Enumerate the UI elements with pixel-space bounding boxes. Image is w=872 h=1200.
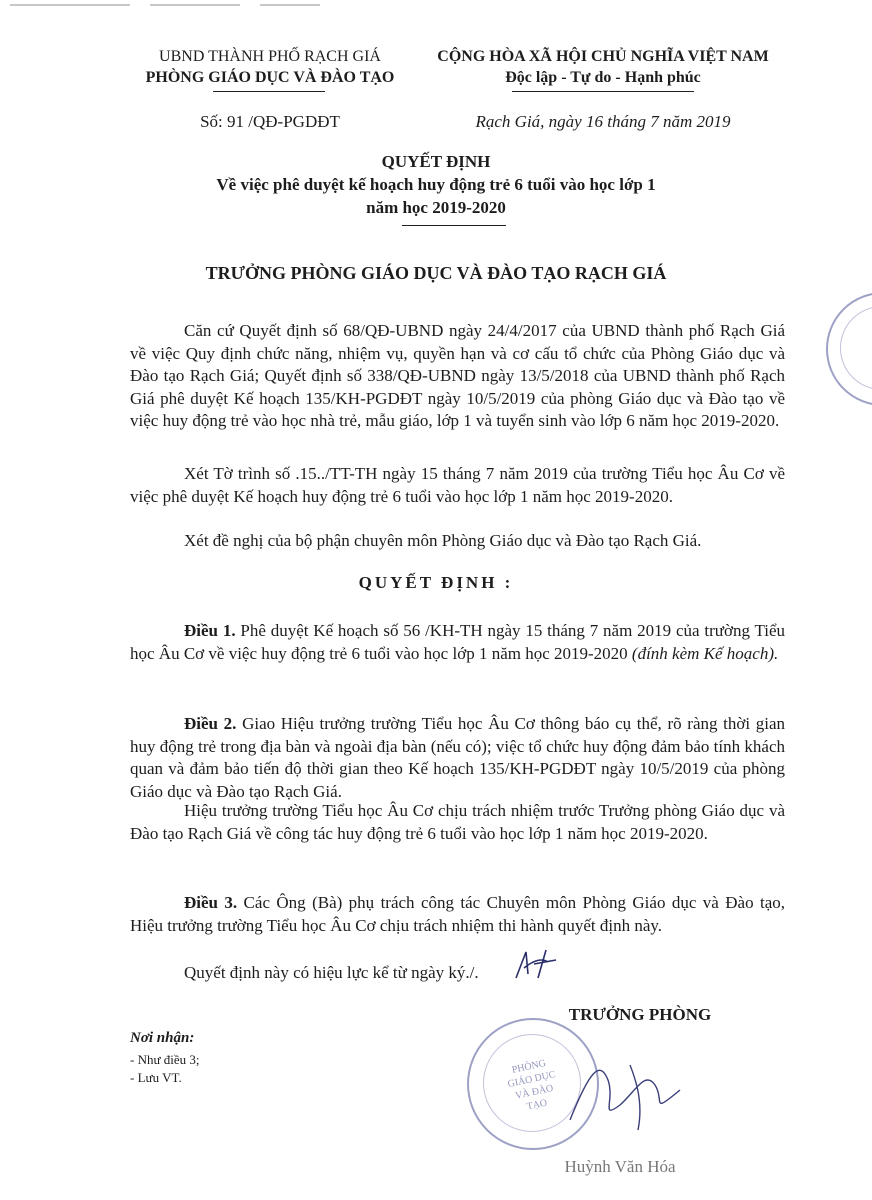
side-seal-inner-ring <box>840 306 872 390</box>
nation-underline <box>512 91 694 92</box>
agency-line2: PHÒNG GIÁO DỤC VÀ ĐÀO TẠO <box>145 69 395 86</box>
title-underline <box>402 225 506 226</box>
nation-line2: Độc lập - Tự do - Hạnh phúc <box>505 69 701 86</box>
agency-underline <box>213 91 325 92</box>
handwritten-initial <box>512 948 558 986</box>
article-1-text: Phê duyệt Kế hoạch số 56 /KH-TH ngày 15 tháng 7 năm 2019 của trường Tiểu học Âu Cơ về việc huy động trẻ 6 tuổi vào học lớp 1 năm học 2019-2020 <box>130 621 786 663</box>
document-title: QUYẾT ĐỊNH <box>381 152 491 171</box>
article-3-text: Các Ông (Bà) phụ trách công tác Chuyên môn Phòng Giáo dục và Đào tạo, Hiệu trưởng trường Tiểu học Âu Cơ chịu trách nhiệm thi hành quyết định này. <box>130 893 785 935</box>
effective-clause: Quyết định này có hiệu lực kể từ ngày ký./. <box>184 963 479 982</box>
issuing-authority: TRƯỞNG PHÒNG GIÁO DỤC VÀ ĐÀO TẠO RẠCH GIÁ <box>205 263 667 283</box>
article-3 <box>130 892 785 937</box>
article-1 <box>130 620 785 665</box>
preamble-proposal: Xét đề nghị của bộ phận chuyên môn Phòng Giáo dục và Đào tạo Rạch Giá. <box>184 531 702 550</box>
scan-artifact <box>150 4 240 6</box>
preamble-submission: Xét Tờ trình số .15../TT-TH ngày 15 tháng 7 năm 2019 của trường Tiểu học Âu Cơ về việc phê duyệt Kế hoạch huy động trẻ 6 tuổi vào học lớp 1 năm học 2019-2020. <box>130 464 785 506</box>
recipient-item: - Lưu VT. <box>130 1070 182 1085</box>
article-2-text: Giao Hiệu trưởng trường Tiểu học Âu Cơ thông báo cụ thể, rõ ràng thời gian huy động trẻ trong địa bàn và ngoài địa bàn (nếu có); việc tổ chức huy động đảm bảo tính khách quan và đảm bảo tiến độ thời gian theo Kế hoạch 135/KH-PGDĐT ngày 10/5/2019 của phòng Giáo dục và Đào tạo Rạch Giá. <box>130 714 786 801</box>
agency-line1: UBND THÀNH PHỐ RẠCH GIÁ <box>159 48 381 65</box>
side-seal <box>826 292 872 406</box>
document-subject-line2: năm học 2019-2020 <box>366 198 506 217</box>
article-2 <box>130 713 785 803</box>
document-subject-line1: Về việc phê duyệt kế hoạch huy động trẻ 6 tuổi vào học lớp 1 <box>216 175 656 194</box>
article-1-note: (đính kèm Kế hoạch). <box>631 643 779 663</box>
article-3-label: Điều 3. <box>184 893 238 912</box>
decision-heading: QUYẾT ĐỊNH : <box>358 573 514 592</box>
article-2-responsibility: Hiệu trưởng trường Tiểu học Âu Cơ chịu trách nhiệm trước Trưởng phòng Giáo dục và Đào tạo Rạch Giá về công tác huy động trẻ 6 tuổi vào học lớp 1 năm học 2019-2020. <box>130 801 785 843</box>
document-number: Số: 91 /QĐ-PGDĐT <box>200 112 340 131</box>
recipients-heading: Nơi nhận: <box>130 1030 195 1046</box>
handwritten-signature <box>560 1050 700 1140</box>
scan-artifact <box>10 4 130 6</box>
nation-line1: CỘNG HÒA XÃ HỘI CHỦ NGHĨA VIỆT NAM <box>437 48 769 65</box>
place-date: Rạch Giá, ngày 16 tháng 7 năm 2019 <box>475 112 731 131</box>
article-2-label: Điều 2. <box>184 714 237 733</box>
signer-name: Huỳnh Văn Hóa <box>564 1157 676 1176</box>
recipient-item: - Như điều 3; <box>130 1052 200 1067</box>
official-stamp-text: PHÒNG GIÁO DỤC VÀ ĐÀO TẠO <box>506 1057 557 1113</box>
article-1-label: Điều 1. <box>184 621 236 640</box>
signer-title: TRƯỞNG PHÒNG <box>568 1005 712 1024</box>
preamble-legal-basis: Căn cứ Quyết định số 68/QĐ-UBND ngày 24/4/2017 của UBND thành phố Rạch Giá về việc Quy định chức năng, nhiệm vụ, quyền hạn và cơ cấu tổ chức của Phòng Giáo dục và Đào tạo Rạch Giá; Quyết định số 338/QĐ-UBND ngày 13/5/2018 của UBND thành phố Rạch Giá phê duyệt Kế hoạch 135/KH-PGDĐT ngày 10/5/2019 của phòng Giáo dục và Đào tạo về việc huy động trẻ vào học nhà trẻ, mẫu giáo, lớp 1 và tuyển sinh vào lớp 6 năm học 2019-2020. <box>130 321 785 430</box>
scan-artifact <box>260 4 320 6</box>
